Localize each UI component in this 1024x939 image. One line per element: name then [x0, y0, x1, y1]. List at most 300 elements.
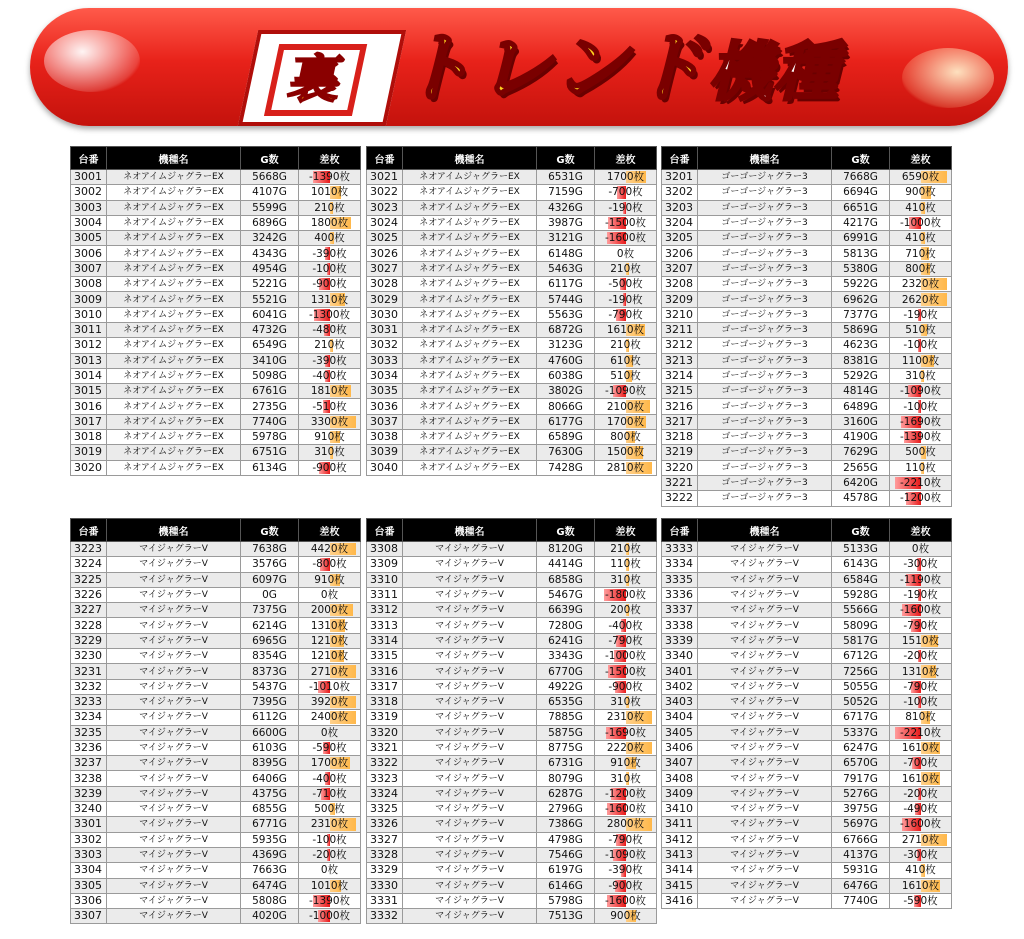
coin-diff [299, 338, 361, 353]
coin-diff-value: 0枚 [320, 864, 339, 877]
machine-number: 3224 [71, 557, 107, 572]
table-row [367, 215, 657, 230]
header-games: G数 [241, 519, 299, 542]
game-count: 5337G [832, 725, 890, 740]
machine-number: 3404 [662, 710, 698, 725]
machine-name: ゴーゴージャグラー3 [698, 322, 832, 337]
coin-diff-value: -1600枚 [604, 232, 646, 245]
machine-number: 3216 [662, 399, 698, 414]
coin-diff-value: 2000枚 [310, 604, 349, 617]
game-count: 7885G [537, 710, 595, 725]
header-no: 台番 [662, 519, 698, 542]
game-count: 5668G [241, 170, 299, 185]
machine-name: ネオアイムジャグラーEX [403, 170, 537, 185]
machine-number: 3334 [662, 557, 698, 572]
coin-diff [890, 399, 952, 414]
machine-number: 3018 [71, 430, 107, 445]
coin-diff [299, 710, 361, 725]
coin-diff-value: -1690枚 [899, 415, 941, 428]
table-row [367, 557, 657, 572]
table-row [71, 740, 361, 755]
machine-number: 3326 [367, 817, 403, 832]
coin-diff [595, 694, 657, 709]
coin-diff [299, 200, 361, 215]
coin-diff-value: -300枚 [903, 558, 938, 571]
game-count: 5813G [832, 246, 890, 261]
coin-diff [595, 909, 657, 924]
coin-diff [299, 725, 361, 740]
machine-name: マイジャグラーV [403, 756, 537, 771]
coin-diff [299, 756, 361, 771]
coin-diff [299, 817, 361, 832]
header-no: 台番 [662, 147, 698, 170]
coin-diff-value: -190枚 [608, 201, 643, 214]
machine-name: マイジャグラーV [403, 878, 537, 893]
coin-diff-value: 1700枚 [606, 171, 645, 184]
game-count: 6041G [241, 307, 299, 322]
game-count: 6549G [241, 338, 299, 353]
game-count: 4190G [832, 430, 890, 445]
coin-diff-value: 0枚 [911, 543, 930, 556]
table-row [367, 384, 657, 399]
coin-diff [299, 445, 361, 460]
machine-name: マイジャグラーV [107, 893, 241, 908]
header-diff: 差枚 [890, 519, 952, 542]
header-diff: 差枚 [890, 147, 952, 170]
machine-number: 3208 [662, 277, 698, 292]
machine-name: マイジャグラーV [698, 679, 832, 694]
coin-diff-value: 1100枚 [901, 354, 940, 367]
coin-diff-value: -1000枚 [308, 910, 350, 923]
game-count: 3975G [832, 802, 890, 817]
machine-number: 3026 [367, 246, 403, 261]
coin-diff-value: -790枚 [903, 680, 938, 693]
game-count: 5978G [241, 430, 299, 445]
table-row [662, 847, 952, 862]
data-table-1 [70, 146, 361, 476]
coin-diff [890, 618, 952, 633]
machine-name: ゴーゴージャグラー3 [698, 200, 832, 215]
game-count: 6117G [537, 277, 595, 292]
game-count: 6589G [537, 430, 595, 445]
coin-diff-value: 910枚 [610, 757, 641, 770]
machine-name: マイジャグラーV [403, 664, 537, 679]
table-row [71, 542, 361, 557]
machine-number: 3414 [662, 863, 698, 878]
coin-diff [595, 878, 657, 893]
machine-name: ネオアイムジャグラーEX [107, 261, 241, 276]
coin-diff-value: -790枚 [608, 634, 643, 647]
coin-diff [890, 307, 952, 322]
coin-diff [890, 756, 952, 771]
machine-name: ゴーゴージャグラー3 [698, 261, 832, 276]
coin-diff-value: 4420枚 [310, 543, 349, 556]
machine-number: 3329 [367, 863, 403, 878]
machine-number: 3403 [662, 694, 698, 709]
table-row [71, 261, 361, 276]
table-row [662, 878, 952, 893]
machine-name: マイジャグラーV [107, 664, 241, 679]
coin-diff-value: 910枚 [314, 431, 345, 444]
machine-number: 3027 [367, 261, 403, 276]
coin-diff [299, 322, 361, 337]
machine-number: 3016 [71, 399, 107, 414]
machine-name: ネオアイムジャグラーEX [107, 231, 241, 246]
coin-diff [595, 710, 657, 725]
game-count: 6420G [832, 475, 890, 490]
game-count: 4343G [241, 246, 299, 261]
coin-diff-value: 210枚 [314, 339, 345, 352]
machine-number: 3325 [367, 802, 403, 817]
machine-name: マイジャグラーV [403, 710, 537, 725]
coin-diff [595, 802, 657, 817]
coin-diff-value: -400枚 [608, 619, 643, 632]
table-row [71, 338, 361, 353]
game-count: 5276G [832, 786, 890, 801]
table-row [662, 231, 952, 246]
coin-diff [595, 170, 657, 185]
machine-name: マイジャグラーV [698, 786, 832, 801]
machine-name: ネオアイムジャグラーEX [403, 200, 537, 215]
coin-diff [890, 832, 952, 847]
machine-name: ゴーゴージャグラー3 [698, 491, 832, 506]
coin-diff-value: -190枚 [903, 589, 938, 602]
table-row [662, 802, 952, 817]
table-row [662, 832, 952, 847]
coin-diff [890, 542, 952, 557]
coin-diff [890, 863, 952, 878]
machine-name: ゴーゴージャグラー3 [698, 277, 832, 292]
machine-name: マイジャグラーV [107, 725, 241, 740]
coin-diff [890, 200, 952, 215]
coin-diff-value: 2800枚 [606, 818, 645, 831]
coin-diff [299, 185, 361, 200]
game-count: 6751G [241, 445, 299, 460]
coin-diff-value: -400枚 [312, 370, 347, 382]
ura-logo [238, 30, 406, 126]
coin-diff [595, 817, 657, 832]
machine-number: 3218 [662, 430, 698, 445]
machine-number: 3202 [662, 185, 698, 200]
coin-diff-value: 400枚 [314, 232, 345, 245]
game-count: 8066G [537, 399, 595, 414]
table-row [71, 572, 361, 587]
coin-diff [595, 557, 657, 572]
machine-name: ネオアイムジャグラーEX [403, 246, 537, 261]
machine-name: ゴーゴージャグラー3 [698, 475, 832, 490]
table-row [662, 725, 952, 740]
table-row [367, 649, 657, 664]
coin-diff-value: -1010枚 [308, 680, 350, 693]
table-row [367, 414, 657, 429]
table-row [367, 368, 657, 383]
table-row [71, 185, 361, 200]
table-row [662, 292, 952, 307]
table-row [71, 292, 361, 307]
machine-number: 3038 [367, 430, 403, 445]
table-row [662, 368, 952, 383]
machine-number: 3005 [71, 231, 107, 246]
game-count: 6962G [832, 292, 890, 307]
machine-name: マイジャグラーV [698, 893, 832, 908]
table-row [662, 893, 952, 908]
coin-diff-value: -900枚 [608, 879, 643, 892]
machine-name: マイジャグラーV [403, 649, 537, 664]
coin-diff-value: 510枚 [610, 370, 641, 382]
machine-number: 3223 [71, 542, 107, 557]
coin-diff [890, 170, 952, 185]
coin-diff [299, 557, 361, 572]
header-diff: 差枚 [299, 519, 361, 542]
coin-diff-value: 1210枚 [310, 650, 349, 663]
coin-diff [595, 445, 657, 460]
machine-number: 3222 [662, 491, 698, 506]
coin-diff-value: 2310枚 [606, 711, 645, 724]
machine-name: マイジャグラーV [403, 618, 537, 633]
game-count: 7280G [537, 618, 595, 633]
machine-name: ネオアイムジャグラーEX [107, 292, 241, 307]
coin-diff-value: -710枚 [312, 787, 347, 800]
machine-number: 3204 [662, 215, 698, 230]
banner-title-kishu: 機種 [708, 36, 841, 110]
game-count: 5437G [241, 679, 299, 694]
game-count: 2565G [832, 460, 890, 475]
table-row [662, 475, 952, 490]
coin-diff [595, 786, 657, 801]
coin-diff-value: 2310枚 [310, 818, 349, 831]
coin-diff-value: -1090枚 [604, 385, 646, 398]
game-count: 6991G [832, 231, 890, 246]
table-row [662, 649, 952, 664]
coin-diff-value: -510枚 [312, 400, 347, 413]
table-row [71, 710, 361, 725]
coin-diff-value: 3920枚 [310, 696, 349, 709]
machine-name: マイジャグラーV [403, 909, 537, 924]
coin-diff [299, 649, 361, 664]
game-count: 5808G [241, 893, 299, 908]
machine-number: 3315 [367, 649, 403, 664]
coin-diff [890, 633, 952, 648]
coin-diff [299, 384, 361, 399]
coin-diff-value: 1610枚 [901, 772, 940, 785]
coin-diff [299, 847, 361, 862]
game-count: 6531G [537, 170, 595, 185]
table-row [71, 847, 361, 862]
machine-name: ネオアイムジャグラーEX [107, 368, 241, 383]
table-row [367, 572, 657, 587]
coin-diff-value: 500枚 [905, 446, 936, 459]
game-count: 5875G [537, 725, 595, 740]
coin-diff [890, 893, 952, 908]
game-count: 6855G [241, 802, 299, 817]
table-row [367, 786, 657, 801]
machine-name: ネオアイムジャグラーEX [107, 460, 241, 475]
machine-number: 3230 [71, 649, 107, 664]
coin-diff [595, 322, 657, 337]
table-row [367, 633, 657, 648]
table-row [367, 292, 657, 307]
machine-name: ゴーゴージャグラー3 [698, 231, 832, 246]
game-count: 4623G [832, 338, 890, 353]
coin-diff-value: 800枚 [905, 262, 936, 275]
coin-diff [595, 399, 657, 414]
coin-diff-value: -1000枚 [899, 217, 941, 230]
coin-diff-value: 1010枚 [310, 186, 349, 199]
machine-number: 3033 [367, 353, 403, 368]
table-row [662, 307, 952, 322]
header-games: G数 [241, 147, 299, 170]
table-row [662, 170, 952, 185]
machine-number: 3302 [71, 832, 107, 847]
table-row [71, 756, 361, 771]
coin-diff [299, 572, 361, 587]
table-row [662, 694, 952, 709]
coin-diff [595, 231, 657, 246]
coin-diff-value: 1610枚 [606, 324, 645, 337]
machine-number: 3309 [367, 557, 403, 572]
header-name: 機種名 [698, 147, 832, 170]
header-diff: 差枚 [299, 147, 361, 170]
coin-diff [299, 587, 361, 602]
header-diff: 差枚 [595, 147, 657, 170]
game-count: 5928G [832, 587, 890, 602]
table-row [71, 725, 361, 740]
machine-name: ネオアイムジャグラーEX [403, 307, 537, 322]
game-count: 8354G [241, 649, 299, 664]
game-count: 3802G [537, 384, 595, 399]
machine-number: 3032 [367, 338, 403, 353]
table-row [367, 353, 657, 368]
game-count: 6112G [241, 710, 299, 725]
machine-name: マイジャグラーV [403, 740, 537, 755]
game-count: 6770G [537, 664, 595, 679]
table-header-row [662, 519, 952, 542]
coin-diff-value: 610枚 [610, 354, 641, 367]
coin-diff-value: -200枚 [312, 849, 347, 862]
machine-number: 3312 [367, 603, 403, 618]
coin-diff [299, 430, 361, 445]
machine-name: マイジャグラーV [698, 542, 832, 557]
coin-diff [595, 618, 657, 633]
coin-diff-value: -1200枚 [899, 492, 941, 505]
coin-diff-value: -390枚 [312, 247, 347, 260]
machine-name: ネオアイムジャグラーEX [403, 322, 537, 337]
machine-name: マイジャグラーV [107, 786, 241, 801]
game-count: 7740G [241, 414, 299, 429]
machine-name: ネオアイムジャグラーEX [107, 200, 241, 215]
machine-name: マイジャグラーV [107, 832, 241, 847]
coin-diff-value: 900枚 [905, 186, 936, 199]
table-row [662, 491, 952, 506]
machine-name: ゴーゴージャグラー3 [698, 215, 832, 230]
table-row [662, 261, 952, 276]
game-count: 6965G [241, 633, 299, 648]
table-row [662, 384, 952, 399]
machine-number: 3327 [367, 832, 403, 847]
coin-diff-value: -1600枚 [899, 818, 941, 831]
machine-name: ネオアイムジャグラーEX [107, 185, 241, 200]
table-row [367, 756, 657, 771]
coin-diff [595, 215, 657, 230]
table-row [662, 740, 952, 755]
machine-name: ネオアイムジャグラーEX [403, 430, 537, 445]
machine-number: 3029 [367, 292, 403, 307]
coin-diff-value: 0枚 [320, 726, 339, 739]
machine-name: ゴーゴージャグラー3 [698, 368, 832, 383]
coin-diff [890, 664, 952, 679]
coin-diff [890, 603, 952, 618]
game-count: 6584G [832, 572, 890, 587]
coin-diff-value: -300枚 [903, 849, 938, 862]
game-count: 4954G [241, 261, 299, 276]
machine-name: ゴーゴージャグラー3 [698, 246, 832, 261]
coin-diff [595, 633, 657, 648]
coin-diff [890, 246, 952, 261]
coin-diff-value: 310枚 [610, 573, 641, 586]
table-row [367, 664, 657, 679]
game-count: 8395G [241, 756, 299, 771]
game-count: 7375G [241, 603, 299, 618]
game-count: 7917G [832, 771, 890, 786]
coin-diff [890, 710, 952, 725]
coin-diff [299, 909, 361, 924]
machine-name: マイジャグラーV [698, 587, 832, 602]
machine-name: マイジャグラーV [403, 847, 537, 862]
machine-number: 3231 [71, 664, 107, 679]
coin-diff-value: 1310枚 [310, 619, 349, 632]
machine-number: 3409 [662, 786, 698, 801]
machine-number: 3020 [71, 460, 107, 475]
table-row [662, 603, 952, 618]
machine-name: マイジャグラーV [698, 603, 832, 618]
machine-number: 3012 [71, 338, 107, 353]
machine-name: ネオアイムジャグラーEX [107, 246, 241, 261]
table-row [71, 786, 361, 801]
machine-number: 3236 [71, 740, 107, 755]
machine-name: マイジャグラーV [107, 710, 241, 725]
machine-name: マイジャグラーV [403, 771, 537, 786]
game-count: 5098G [241, 368, 299, 383]
table-row [662, 664, 952, 679]
machine-name: マイジャグラーV [107, 771, 241, 786]
game-count: 4137G [832, 847, 890, 862]
coin-diff [890, 649, 952, 664]
table-row [71, 307, 361, 322]
machine-number: 3238 [71, 771, 107, 786]
game-count: 5869G [832, 322, 890, 337]
machine-number: 3010 [71, 307, 107, 322]
coin-diff [890, 445, 952, 460]
machine-number: 3024 [367, 215, 403, 230]
coin-diff [890, 771, 952, 786]
table-row [367, 246, 657, 261]
table-row [71, 878, 361, 893]
coin-diff [595, 847, 657, 862]
machine-name: マイジャグラーV [698, 863, 832, 878]
game-count: 6143G [832, 557, 890, 572]
machine-name: ネオアイムジャグラーEX [403, 277, 537, 292]
game-count: 5292G [832, 368, 890, 383]
coin-diff-value: 110枚 [610, 558, 641, 571]
coin-diff [595, 460, 657, 475]
coin-diff-value: -800枚 [312, 558, 347, 571]
coin-diff [890, 277, 952, 292]
coin-diff [890, 740, 952, 755]
data-table-4 [70, 518, 361, 924]
game-count: 7668G [832, 170, 890, 185]
coin-diff-value: 310枚 [610, 696, 641, 709]
machine-number: 3336 [662, 587, 698, 602]
